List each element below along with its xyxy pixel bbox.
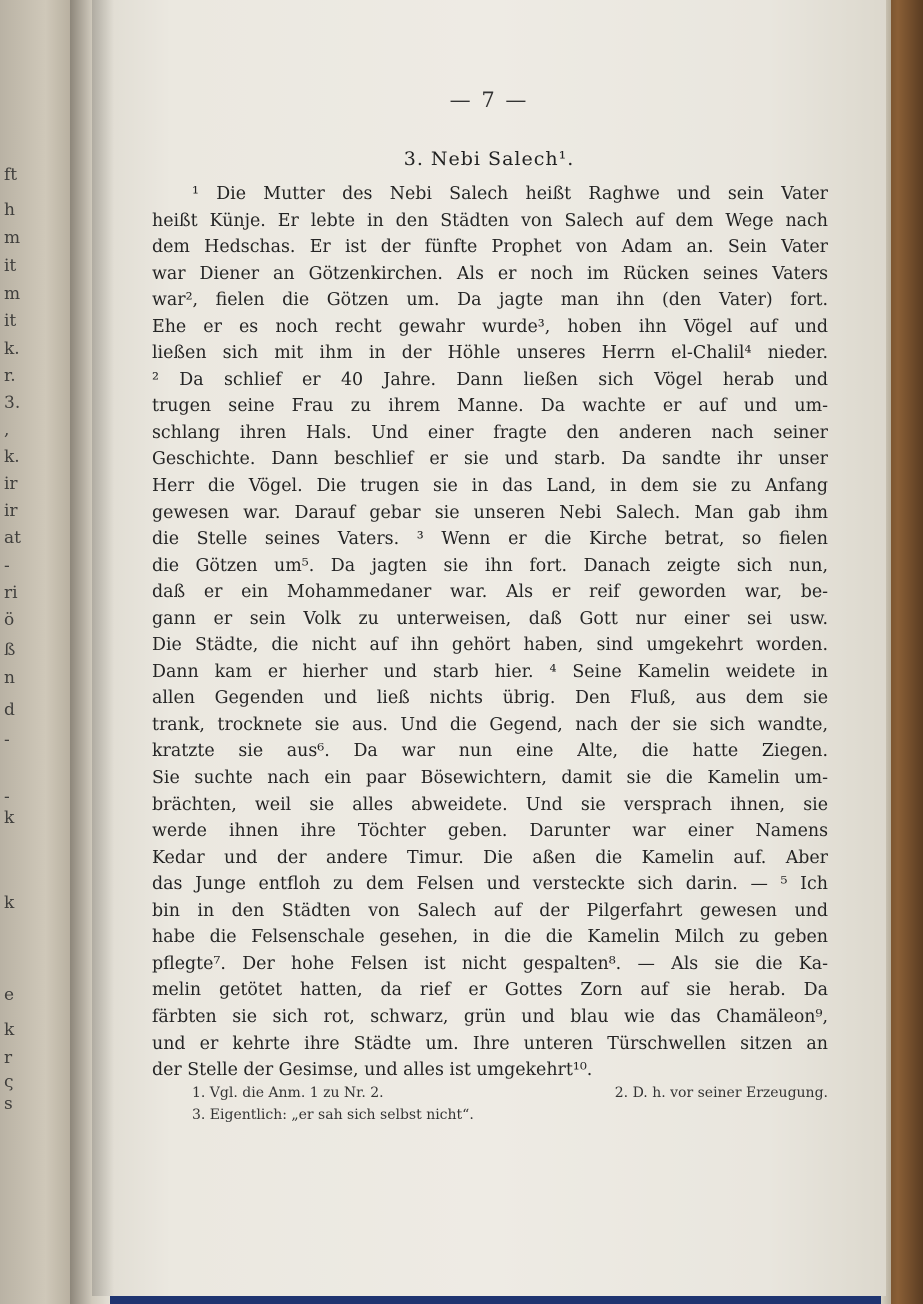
text-line: Geschichte. Dann beschlief er sie und starb. Da sandte ihr unser — [152, 449, 828, 470]
margin-fragment: ς — [4, 1072, 14, 1092]
text-line: Die Städte, die nicht auf ihn gehört haben, sind umgekehrt worden. — [152, 635, 828, 656]
text-line: dem Hedschas. Er ist der fünfte Prophet von Adam an. Sein Vater — [152, 237, 828, 258]
margin-fragment: - — [4, 730, 10, 750]
text-line: gewesen war. Darauf gebar sie unseren Nebi Salech. Man gab ihm — [152, 502, 828, 523]
footnote-row — [192, 1104, 828, 1126]
text-line: allen Gegenden und ließ nichts übrig. Den Fluß, aus dem sie — [152, 688, 828, 709]
margin-fragment: at — [4, 528, 21, 548]
text-line: schlang ihren Hals. Und einer fragte den anderen nach seiner — [152, 422, 828, 443]
footnote-row — [192, 1082, 828, 1104]
text-line: brächten, weil sie alles abweidete. Und sie versprach ihnen, sie — [152, 794, 828, 815]
text-line: der Stelle der Gesimse, und alles ist umgekehrt¹⁰. — [152, 1060, 593, 1081]
text-line: ¹ Die Mutter des Nebi Salech heißt Raghwe und sein Vater — [192, 184, 828, 204]
text-line: bin in den Städten von Salech auf der Pilgerfahrt gewesen und — [152, 900, 828, 921]
margin-fragment: k. — [4, 339, 20, 359]
footnotes — [192, 1082, 828, 1126]
margin-fragment: r. — [4, 366, 16, 386]
text-line: färbten sie sich rot, schwarz, grün und blau wie das Chamäleon⁹, — [152, 1006, 828, 1027]
text-line: Herr die Vögel. Die trugen sie in das Land, in dem sie zu Anfang — [152, 476, 828, 497]
text-line: Ehe er es noch recht gewahr wurde³, hoben ihn Vögel auf und — [152, 316, 828, 337]
text-line: habe die Felsenschale gesehen, in die die Kamelin Milch zu geben — [152, 927, 828, 948]
text-line: Kedar und der andere Timur. Die aßen die Kamelin auf. Aber — [152, 847, 828, 868]
margin-fragment: k — [4, 1020, 15, 1040]
text-line: war Diener an Götzenkirchen. Als er noch im Rücken seines Vaters — [152, 263, 828, 284]
margin-fragment: ft — [4, 165, 18, 185]
margin-fragment: k. — [4, 447, 20, 467]
margin-fragment: ir — [4, 501, 18, 521]
text-line: trugen seine Frau zu ihrem Manne. Da wachte er auf und um- — [152, 396, 828, 417]
footnote-3: 3. Eigentlich: „er sah sich selbst nicht“. — [192, 1107, 474, 1123]
margin-fragment: it — [4, 311, 17, 331]
text-line: ließen sich mit ihm in der Höhle unseres Herrn el-Chalil⁴ nieder. — [152, 343, 828, 364]
margin-fragment: r — [4, 1048, 13, 1068]
margin-fragment: m — [4, 284, 21, 304]
margin-fragment: e — [4, 985, 15, 1005]
facing-page-edge — [0, 0, 76, 1304]
margin-fragment: h — [4, 200, 15, 220]
chapter-title: 3. Nebi Salech¹. — [403, 148, 575, 170]
margin-fragment: - — [4, 787, 10, 807]
margin-fragment: k — [4, 893, 15, 913]
text-line: Sie suchte nach ein paar Bösewichtern, damit sie die Kamelin um- — [152, 768, 828, 789]
text-line: pflegte⁷. Der hohe Felsen ist nicht gespalten⁸. — Als sie die Ka- — [152, 953, 828, 974]
margin-fragment: ß — [4, 640, 16, 660]
text-line: die Stelle seines Vaters. ³ Wenn er die Kirche betrat, so fielen — [152, 529, 828, 550]
text-line: das Junge entfloh zu dem Felsen und versteckte sich darin. — ⁵ Ich — [152, 874, 828, 895]
text-line: gann er sein Volk zu unterweisen, daß Gott nur einer sei usw. — [152, 608, 828, 629]
footnote-2: 2. D. h. vor seiner Erzeugung. — [614, 1085, 828, 1101]
margin-fragment: k — [4, 808, 15, 828]
margin-fragment: ri — [4, 583, 18, 603]
text-line: und er kehrte ihre Städte um. Ihre unteren Türschwellen sitzen an — [152, 1033, 828, 1054]
text-line: heißt Künje. Er lebte in den Städten von Salech auf dem Wege nach — [152, 210, 828, 231]
margin-fragment: ö — [4, 610, 15, 630]
text-line: melin getötet hatten, da rief er Gottes Zorn auf sie herab. Da — [152, 980, 828, 1001]
margin-fragment: n — [4, 668, 15, 688]
book-page — [92, 0, 886, 1296]
margin-fragment: 3. — [4, 393, 21, 413]
page-number: — 7 — — [449, 88, 529, 112]
margin-fragment: d — [4, 700, 15, 720]
margin-fragment: m — [4, 228, 21, 248]
margin-fragment: s — [4, 1094, 13, 1114]
body-text — [152, 181, 828, 1084]
footnote-1: 1. Vgl. die Anm. 1 zu Nr. 2. — [192, 1085, 384, 1101]
margin-fragment: - — [4, 556, 10, 576]
text-line: daß er ein Mohammedaner war. Als er reif geworden war, be- — [152, 582, 828, 603]
text-line: ² Da schlief er 40 Jahre. Dann ließen sich Vögel herab und — [152, 369, 828, 390]
margin-fragment: it — [4, 256, 17, 276]
text-line: war², fielen die Götzen um. Da jagte man ihn (den Vater) fort. — [152, 290, 828, 311]
text-line: trank, trocknete sie aus. Und die Gegend, nach der sie sich wandte, — [152, 714, 828, 735]
margin-fragment: , — [4, 420, 10, 440]
text-line: die Götzen um⁵. Da jagten sie ihn fort. Danach zeigte sich nun, — [152, 555, 828, 576]
margin-fragment: ir — [4, 474, 18, 494]
text-line: werde ihnen ihre Töchter geben. Darunter war einer Namens — [152, 821, 828, 842]
spine-shadow — [92, 0, 114, 1296]
text-line: Dann kam er hierher und starb hier. ⁴ Seine Kamelin weidete in — [152, 661, 828, 682]
text-line: kratzte sie aus⁶. Da war nun eine Alte, die hatte Ziegen. — [152, 741, 828, 762]
